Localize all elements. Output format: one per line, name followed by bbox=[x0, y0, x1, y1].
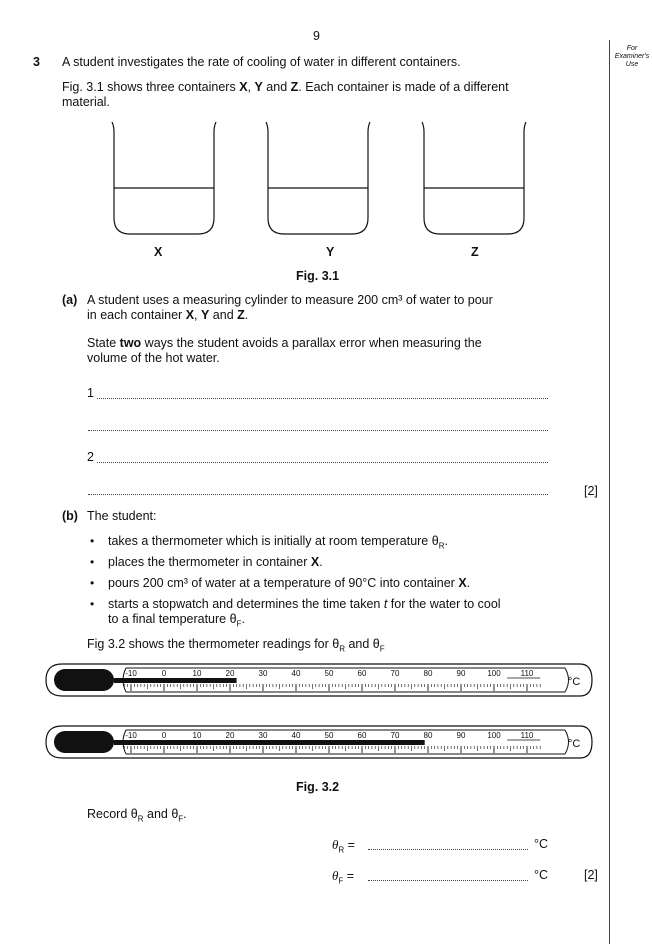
part-b-marks: [2] bbox=[584, 868, 598, 882]
thermometer-final-temperature bbox=[46, 726, 592, 758]
thermo-r-scale-label: 40 bbox=[291, 669, 301, 678]
container-y bbox=[266, 122, 370, 234]
thermo-f-scale-label: 110 bbox=[520, 731, 534, 740]
thermo-f-scale-label: 10 bbox=[192, 731, 202, 740]
label-y: Y bbox=[326, 245, 335, 259]
answer-1-number: 1 bbox=[87, 386, 94, 400]
thermo-r-scale-label: 100 bbox=[487, 669, 501, 678]
part-b-label: (b) bbox=[62, 509, 78, 523]
thermo-r-scale-label: 0 bbox=[161, 669, 167, 678]
thetaF-answer-line[interactable] bbox=[368, 880, 528, 881]
thermo-r-liquid bbox=[114, 678, 237, 683]
question-intro: A student investigates the rate of cooling of water in different containers. bbox=[62, 55, 461, 69]
thermo-r-scale-label: 50 bbox=[324, 669, 334, 678]
thermo-f-scale-label: 20 bbox=[225, 731, 235, 740]
part-a-label: (a) bbox=[62, 293, 78, 307]
bullet-3-marker: • bbox=[90, 576, 95, 590]
thetaR-answer-line[interactable] bbox=[368, 849, 528, 850]
bullet-4-cont: to a final temperature $\theta_F$. bbox=[108, 612, 245, 629]
thermo-f-scale-label: 0 bbox=[161, 731, 167, 740]
thermo-f-unit: °C bbox=[568, 738, 581, 750]
thermo-r-scale-label: 30 bbox=[258, 669, 268, 678]
answer-2-line-2[interactable] bbox=[88, 494, 548, 495]
answer-1-line-2[interactable] bbox=[88, 430, 548, 431]
bullet-1: takes a thermometer which is initially at room temperature $\theta_R$. bbox=[108, 534, 448, 551]
answer-1-line[interactable] bbox=[97, 398, 548, 399]
fig31-description: Fig. 3.1 shows three containers X, Y and Z. Each container is made of a different bbox=[62, 80, 509, 94]
answer-2-line[interactable] bbox=[97, 462, 548, 463]
thermo-r-bulb bbox=[54, 669, 114, 691]
part-a-instruction: State two ways the student avoids a parallax error when measuring the bbox=[87, 336, 482, 350]
thermo-f-scale-label: 70 bbox=[390, 731, 400, 740]
fig31-description-cont: material. bbox=[62, 95, 110, 109]
thermo-f-scale-label: 90 bbox=[456, 731, 466, 740]
thermo-f-scale-label: 30 bbox=[258, 731, 268, 740]
thermo-f-bulb bbox=[54, 731, 114, 753]
bullet-2-marker: • bbox=[90, 555, 95, 569]
part-a-line1: A student uses a measuring cylinder to measure 200 cm³ of water to pour bbox=[87, 293, 493, 307]
fig32-intro: Fig 3.2 shows the thermometer readings for $\theta_R$ and $\theta_F$ bbox=[87, 637, 385, 654]
thermo-r-scale-label: 20 bbox=[225, 669, 235, 678]
figure-3-2 bbox=[40, 658, 600, 770]
thermo-f-liquid bbox=[114, 740, 425, 745]
bullet-4-marker: • bbox=[90, 597, 95, 611]
container-z bbox=[422, 122, 526, 234]
thermo-f-scale-label: 60 bbox=[357, 731, 367, 740]
thermo-f-scale-label: 40 bbox=[291, 731, 301, 740]
thermo-r-scale-label: 60 bbox=[357, 669, 367, 678]
examiner-margin-line bbox=[609, 40, 610, 944]
thetaR-label: $\theta_R$ = bbox=[332, 837, 355, 855]
bullet-3: pours 200 cm³ of water at a temperature of 90°C into container X. bbox=[108, 576, 471, 590]
thetaF-label: $\theta_F$ = bbox=[332, 868, 355, 886]
label-z: Z bbox=[471, 245, 479, 259]
thetaF-unit: °C bbox=[534, 868, 549, 882]
container-x bbox=[112, 122, 216, 234]
thermometer-room-temperature bbox=[46, 664, 592, 696]
thermo-r-scale-label: 70 bbox=[390, 669, 400, 678]
examiner-use-label: For Examiner's Use bbox=[614, 45, 650, 68]
fig32-caption: Fig. 3.2 bbox=[296, 780, 340, 794]
question-number: 3 bbox=[33, 55, 40, 69]
thermo-r-scale-label: 10 bbox=[192, 669, 202, 678]
thetaR-unit: °C bbox=[534, 837, 549, 851]
label-x: X bbox=[154, 245, 163, 259]
page-number: 9 bbox=[313, 29, 320, 43]
part-a-line2: in each container X, Y and Z. bbox=[87, 308, 249, 322]
thermo-r-scale-label: 80 bbox=[423, 669, 433, 678]
record-instruction: Record $\theta_R$ and $\theta_F$. bbox=[87, 807, 187, 824]
thermo-f-scale-label: -10 bbox=[125, 731, 137, 740]
thermo-f-scale-label: 100 bbox=[487, 731, 501, 740]
thermo-f-scale-label: 50 bbox=[324, 731, 334, 740]
part-b-intro: The student: bbox=[87, 509, 157, 523]
bullet-2: places the thermometer in container X. bbox=[108, 555, 323, 569]
thermo-r-unit: °C bbox=[568, 676, 581, 688]
answer-2-number: 2 bbox=[87, 450, 94, 464]
bullet-1-marker: • bbox=[90, 534, 95, 548]
thermo-f-scale-label: 80 bbox=[423, 731, 433, 740]
fig31-caption: Fig. 3.1 bbox=[296, 269, 340, 283]
thermo-r-scale-label: -10 bbox=[125, 669, 137, 678]
part-a-instruction-cont: volume of the hot water. bbox=[87, 351, 220, 365]
thermo-r-scale-label: 90 bbox=[456, 669, 466, 678]
bullet-4: starts a stopwatch and determines the time taken t for the water to cool bbox=[108, 597, 501, 611]
thermo-r-scale-label: 110 bbox=[520, 669, 534, 678]
figure-3-1 bbox=[100, 118, 560, 243]
part-a-marks: [2] bbox=[584, 484, 598, 498]
